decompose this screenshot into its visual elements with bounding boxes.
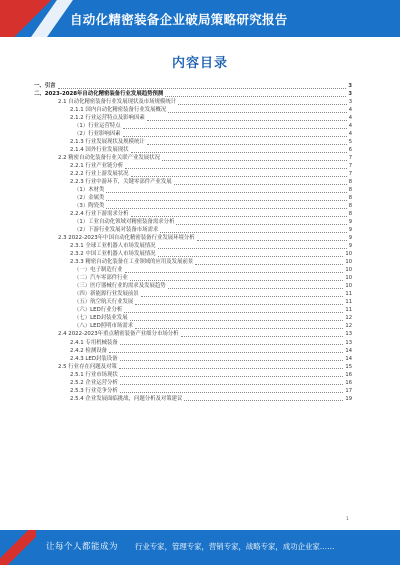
toc-entry[interactable] xyxy=(34,371,352,379)
toc-entry-text: （三）医疗器械行业的需求及发展趋势 xyxy=(74,283,166,290)
toc-leader-dots xyxy=(120,380,344,385)
toc-entry-text: 2.5.2 企业运营分析 xyxy=(70,379,118,386)
toc-entry-page: 4 xyxy=(348,115,352,122)
toc-entry-text: 2.2 精密自动化装备行业关联产业发展状况 xyxy=(58,155,160,162)
toc-entry-page: 7 xyxy=(348,171,352,178)
toc-entry[interactable] xyxy=(34,379,352,387)
footer-decor-corner xyxy=(0,530,36,565)
toc-entry-text: （二）汽车零部件行业 xyxy=(74,275,128,282)
toc-entry-page: 4 xyxy=(348,107,352,114)
toc-entry[interactable] xyxy=(34,298,352,306)
toc-leader-dots xyxy=(125,164,347,169)
toc-entry[interactable] xyxy=(34,306,352,314)
toc-entry-text: 2.3 2022-2023年中国自动化精密装备行业发展环境分析 xyxy=(58,235,195,242)
toc-entry-text: 2.1.4 国外行业发展现状 xyxy=(70,147,129,154)
toc-entry-text: （七）LED封装业发展 xyxy=(74,315,128,322)
toc-entry-text: 2.4.2 检测设备 xyxy=(70,347,107,354)
toc-entry-text: 2.4 2022-2023年重点精密装备产业细分市场分析 xyxy=(58,331,179,338)
toc-entry-text: （一）电子制造行业 xyxy=(74,267,123,274)
toc-entry-text: （四）新能源行业发展前景 xyxy=(74,291,139,298)
toc-entry[interactable] xyxy=(34,194,352,202)
toc-entry-page: 10 xyxy=(345,251,352,258)
toc-leader-dots xyxy=(106,188,346,193)
toc-entry-text: （2）行业影响因素 xyxy=(74,131,121,138)
toc-entry[interactable] xyxy=(34,170,352,178)
toc-entry-page: 3 xyxy=(348,91,352,98)
toc-entry-page: 11 xyxy=(345,307,352,314)
toc-entry[interactable] xyxy=(34,282,352,290)
toc-leader-dots xyxy=(125,268,344,273)
toc-leader-dots xyxy=(178,100,347,105)
toc-leader-dots xyxy=(135,324,343,329)
toc-entry-page: 9 xyxy=(348,243,352,250)
toc-entry[interactable] xyxy=(34,82,352,90)
toc-leader-dots xyxy=(176,220,346,225)
toc-entry[interactable] xyxy=(34,146,352,154)
toc-entry[interactable] xyxy=(34,90,352,98)
toc-leader-dots xyxy=(131,212,347,217)
toc-entry-page: 10 xyxy=(345,259,352,266)
toc-entry-text: （五）航空航天行业发展 xyxy=(74,299,134,306)
toc-entry-page: 10 xyxy=(345,275,352,282)
toc-leader-dots xyxy=(109,348,343,353)
toc-leader-dots xyxy=(131,148,347,153)
toc-leader-dots xyxy=(165,92,346,97)
toc-leader-dots xyxy=(135,300,343,305)
toc-leader-dots xyxy=(174,180,347,185)
toc-entry-text: （1）行业运营特点 xyxy=(74,123,121,130)
toc-entry[interactable] xyxy=(34,98,352,106)
toc-entry-page: 11 xyxy=(345,299,352,306)
toc-entry-page: 9 xyxy=(348,219,352,226)
toc-entry-text: 2.4.3 LED封装设备 xyxy=(70,355,118,362)
toc-entry-page: 13 xyxy=(345,331,352,338)
toc-leader-dots xyxy=(181,332,344,337)
toc-leader-dots xyxy=(58,84,347,89)
toc-entry-page: 10 xyxy=(345,267,352,274)
toc-leader-dots xyxy=(106,204,346,209)
toc-entry-text: 2.3.1 全球工业机器人市场发展情况 xyxy=(70,243,156,250)
toc-entry-page: 8 xyxy=(348,179,352,186)
toc-entry-text: 2.2.4 行业下游需求分析 xyxy=(70,211,129,218)
toc-entry-page: 15 xyxy=(345,363,352,370)
toc-entry-text: （2）下游行业发展对装备市场需求 xyxy=(74,227,159,234)
toc-leader-dots xyxy=(162,156,347,161)
toc-leader-dots xyxy=(123,124,347,129)
toc-entry[interactable] xyxy=(34,162,352,170)
toc-leader-dots xyxy=(106,196,346,201)
toc-entry-page: 3 xyxy=(348,83,352,89)
toc-leader-dots xyxy=(147,116,347,121)
toc-entry-text: （2）金属类 xyxy=(74,195,105,202)
toc-entry[interactable] xyxy=(34,274,352,282)
toc-entry-text: 2.5.3 行业竞争分析 xyxy=(70,387,118,394)
toc-leader-dots xyxy=(197,236,347,241)
toc-entry-text: （1）木材类 xyxy=(74,187,105,194)
toc-leader-dots xyxy=(158,244,347,249)
toc-entry[interactable] xyxy=(34,258,352,266)
toc-entry-text: 一、引言 xyxy=(34,83,56,89)
toc-entry-page: 17 xyxy=(345,387,352,394)
toc-entry-page: 6 xyxy=(348,147,352,154)
header-banner xyxy=(0,0,400,37)
toc-entry-page: 4 xyxy=(348,131,352,138)
toc-leader-dots xyxy=(130,316,344,321)
toc-entry-text: 2.5 行业存在问题及对策 xyxy=(58,363,117,370)
toc-entry-page: 8 xyxy=(348,187,352,194)
toc-entry-page: 10 xyxy=(345,283,352,290)
toc-entry-text: 2.3.2 中国工业机器人市场发展情况 xyxy=(70,251,156,258)
toc-entry[interactable] xyxy=(34,347,352,355)
toc-entry-page: 8 xyxy=(348,203,352,210)
toc-entry[interactable] xyxy=(34,290,352,298)
toc-entry-text: （3）陶瓷类 xyxy=(74,203,105,210)
toc-entry[interactable] xyxy=(34,363,352,371)
toc-entry[interactable] xyxy=(34,154,352,162)
footer-roles: 行业专家，管理专家，营销专家，战略专家，成功企业家…… xyxy=(135,542,335,551)
toc-entry-page: 4 xyxy=(348,123,352,130)
toc-leader-dots xyxy=(141,292,344,297)
toc-entry[interactable] xyxy=(34,130,352,138)
toc-entry[interactable] xyxy=(34,210,352,218)
toc-entry-text: 2.2.3 行业中游环节，关键零部件产业发展 xyxy=(70,179,172,186)
toc-entry-page: 9 xyxy=(348,235,352,242)
toc-entry-text: 2.1.3 行业发展现状及规模统计 xyxy=(70,139,145,146)
toc-leader-dots xyxy=(158,252,344,257)
page-number: 1 xyxy=(346,517,349,522)
toc-entry-page: 14 xyxy=(345,355,352,362)
toc-leader-dots xyxy=(120,340,344,345)
toc-entry[interactable] xyxy=(34,339,352,347)
toc-entry-page: 7 xyxy=(348,163,352,170)
toc-leader-dots xyxy=(184,396,343,401)
toc-entry-text: 2.5.4 企业发展面临挑战，问题分析及对策建议 xyxy=(70,395,183,402)
toc-entry-text: （八）LED照明市场需求 xyxy=(74,323,134,330)
toc-entry[interactable] xyxy=(34,106,352,114)
toc-entry-text: 2.1.2 行业运营特点及影响因素 xyxy=(70,115,145,122)
toc-entry[interactable] xyxy=(34,138,352,146)
toc-entry[interactable] xyxy=(34,226,352,234)
toc-entry[interactable] xyxy=(34,122,352,130)
toc-heading: 内容目录 xyxy=(171,56,228,71)
toc-entry-text: （1）工业自动化领域对精密装备需求分析 xyxy=(74,219,175,226)
toc-leader-dots xyxy=(123,132,347,137)
toc-entry-text: 2.4.1 专用机械装备 xyxy=(70,339,118,346)
toc-entry-text: 2.3.3 精密自动化装备在工业领域的应用及发展前景 xyxy=(70,259,194,266)
toc-entry-page: 19 xyxy=(345,395,352,402)
toc-entry-text: 二、2023-2028年自动化精密装备行业发展趋势预测 xyxy=(34,91,164,98)
toc-entry-page: 12 xyxy=(345,323,352,330)
toc-entry[interactable] xyxy=(34,114,352,122)
toc-entry[interactable] xyxy=(34,266,352,274)
toc-entry-text: 2.1 自动化精密装备行业发展现状及市场规模统计 xyxy=(58,99,177,106)
toc-entry[interactable] xyxy=(34,186,352,194)
toc-entry[interactable] xyxy=(34,218,352,226)
toc-entry[interactable] xyxy=(34,355,352,363)
toc-leader-dots xyxy=(120,388,344,393)
toc-entry-text: 2.1.1 国内自动化精密装备行业发展概况 xyxy=(70,107,167,114)
toc-entry[interactable] xyxy=(34,322,352,330)
toc-entry-page: 3 xyxy=(348,99,352,106)
toc-leader-dots xyxy=(124,308,343,313)
toc-entry-page: 7 xyxy=(348,155,352,162)
report-title: 自动化精密装备企业破局策略研究报告 xyxy=(70,12,288,27)
toc-entry[interactable] xyxy=(34,250,352,258)
toc-entry-page: 12 xyxy=(345,315,352,322)
toc-leader-dots xyxy=(147,140,347,145)
toc-leader-dots xyxy=(168,284,344,289)
toc-entry-page: 8 xyxy=(348,211,352,218)
toc-entry-page: 5 xyxy=(348,139,352,146)
toc-entry[interactable] xyxy=(34,242,352,250)
toc-entry[interactable] xyxy=(34,314,352,322)
toc-entry-page: 8 xyxy=(348,195,352,202)
toc-entry-text: 2.2.1 行业产业链分析 xyxy=(70,163,124,170)
toc-leader-dots xyxy=(168,108,346,113)
toc-entry-page: 16 xyxy=(345,371,352,378)
toc-entry[interactable] xyxy=(34,178,352,186)
toc-leader-dots xyxy=(120,372,344,377)
toc-entry-page: 9 xyxy=(348,227,352,234)
toc-leader-dots xyxy=(120,356,344,361)
toc-entry[interactable] xyxy=(34,387,352,395)
toc-leader-dots xyxy=(130,276,343,281)
toc-entry[interactable] xyxy=(34,202,352,210)
toc-leader-dots xyxy=(160,228,346,233)
toc-entry-page: 14 xyxy=(345,347,352,354)
footer-slogan: 让每个人都能成为 xyxy=(46,542,119,552)
toc-entry-page: 13 xyxy=(345,339,352,346)
table-of-contents xyxy=(34,82,352,403)
toc-entry[interactable] xyxy=(34,395,352,403)
toc-leader-dots xyxy=(119,364,344,369)
footer-banner xyxy=(0,530,400,565)
toc-leader-dots xyxy=(131,172,347,177)
toc-entry-page: 11 xyxy=(345,291,352,298)
toc-entry-text: 2.5.1 行业市场现状 xyxy=(70,371,118,378)
toc-entry-page: 16 xyxy=(345,379,352,386)
toc-entry-text: （六）LED行业分析 xyxy=(74,307,123,314)
toc-leader-dots xyxy=(195,260,343,265)
toc-entry-text: 2.2.2 行业上游发展状况 xyxy=(70,171,129,178)
toc-entry[interactable] xyxy=(34,330,352,338)
toc-entry[interactable] xyxy=(34,234,352,242)
